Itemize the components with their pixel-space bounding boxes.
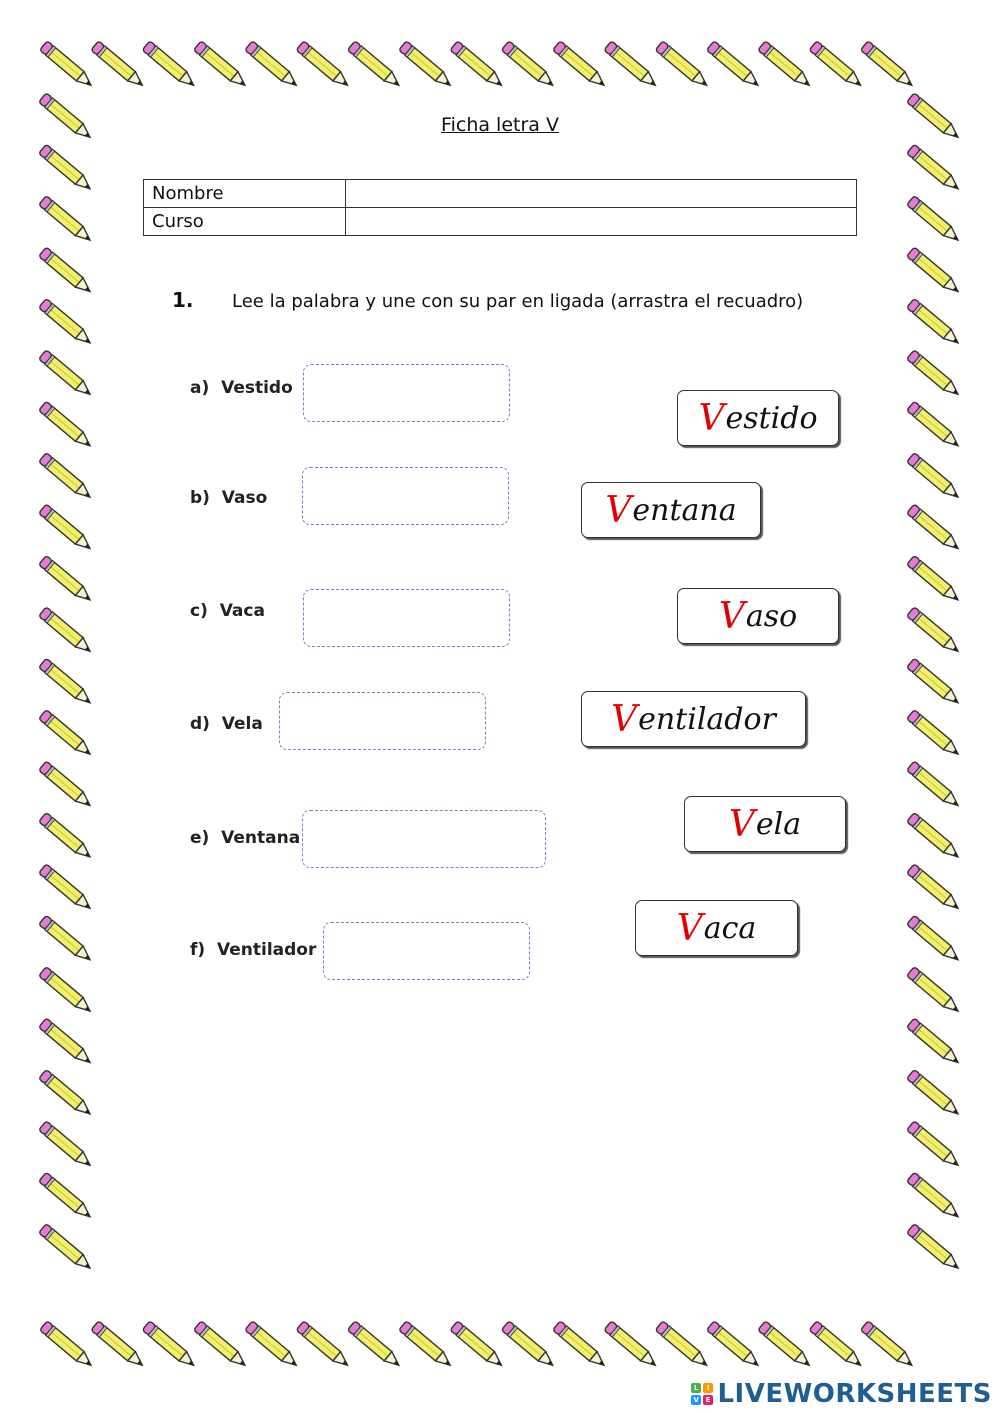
- card-rest: aca: [703, 910, 757, 946]
- pencil-icon: [655, 41, 710, 90]
- pencil-icon: [39, 196, 94, 245]
- logo-mark-letter: I: [703, 1383, 713, 1393]
- instruction-text: Lee la palabra y une con su par en ligada (arrastra el recuadro): [232, 291, 804, 312]
- logo-mark-letter: E: [703, 1395, 713, 1405]
- drop-zone-c[interactable]: [303, 589, 510, 647]
- liveworksheets-logo[interactable]: [691, 1379, 992, 1409]
- item-letter: c): [190, 601, 208, 621]
- pencil-icon: [399, 41, 454, 90]
- drag-card-ventilador[interactable]: [581, 691, 806, 747]
- card-initial: V: [698, 397, 725, 439]
- pencil-icon: [907, 812, 962, 861]
- student-info-table: [143, 179, 857, 236]
- drag-card-vela[interactable]: [684, 796, 846, 852]
- pencil-icon: [142, 41, 197, 90]
- item-word: Vaso: [221, 488, 268, 508]
- pencil-icon: [39, 967, 94, 1016]
- pencil-icon: [860, 1321, 915, 1370]
- pencil-icon: [907, 915, 962, 964]
- drop-zone-b[interactable]: [302, 467, 509, 525]
- pencil-icon: [907, 298, 962, 347]
- drop-zone-a[interactable]: [303, 364, 510, 422]
- item-letter: e): [190, 828, 210, 848]
- item-c-label: [190, 601, 265, 621]
- item-word: Ventilador: [217, 940, 317, 960]
- pencil-icon: [907, 1121, 962, 1170]
- pencil-icon: [40, 1321, 95, 1370]
- pencil-icon: [501, 41, 556, 90]
- pencil-icon: [907, 761, 962, 810]
- item-word: Ventana: [221, 828, 301, 848]
- pencil-icon: [450, 1321, 505, 1370]
- course-label: Curso: [144, 208, 346, 236]
- pencil-icon: [450, 41, 505, 90]
- table-row: [144, 180, 857, 208]
- logo-mark-letter: L: [691, 1383, 701, 1393]
- card-rest: ela: [755, 806, 802, 842]
- pencil-icon: [907, 967, 962, 1016]
- pencil-icon: [907, 196, 962, 245]
- pencil-icon: [604, 41, 659, 90]
- pencil-icon: [39, 761, 94, 810]
- card-rest: estido: [725, 400, 818, 436]
- pencil-icon: [39, 1224, 94, 1273]
- item-letter: b): [190, 488, 210, 508]
- item-f-label: [190, 940, 316, 960]
- pencil-icon: [907, 710, 962, 759]
- pencil-icon: [809, 41, 864, 90]
- pencil-icon: [907, 350, 962, 399]
- pencil-icon: [39, 453, 94, 502]
- pencil-icon: [553, 1321, 608, 1370]
- item-word: Vela: [221, 714, 263, 734]
- pencil-icon: [39, 504, 94, 553]
- drop-zone-f[interactable]: [323, 922, 530, 980]
- pencil-icon: [907, 864, 962, 913]
- pencil-icon: [39, 247, 94, 296]
- item-letter: f): [190, 940, 206, 960]
- pencil-icon: [907, 555, 962, 604]
- pencil-icon: [39, 144, 94, 193]
- pencil-icon: [907, 247, 962, 296]
- item-letter: a): [190, 378, 210, 398]
- instruction-number: 1.: [172, 288, 194, 312]
- pencil-icon: [245, 41, 300, 90]
- pencil-icon: [39, 607, 94, 656]
- pencil-icon: [296, 1321, 351, 1370]
- logo-mark-icon: [691, 1383, 713, 1405]
- pencil-icon: [296, 41, 351, 90]
- pencil-icon: [39, 658, 94, 707]
- course-field[interactable]: [346, 208, 857, 236]
- pencil-icon: [142, 1321, 197, 1370]
- pencil-icon: [39, 812, 94, 861]
- pencil-icon: [655, 1321, 710, 1370]
- pencil-icon: [39, 1069, 94, 1118]
- name-label: Nombre: [144, 180, 346, 208]
- pencil-icon: [39, 1018, 94, 1067]
- logo-text: LIVEWORKSHEETS: [717, 1379, 992, 1409]
- logo-mark-letter: V: [691, 1395, 701, 1405]
- item-a-label: [190, 378, 293, 398]
- pencil-icon: [39, 298, 94, 347]
- drag-card-vaca[interactable]: [635, 900, 798, 956]
- pencil-icon: [39, 1121, 94, 1170]
- item-e-label: [190, 828, 300, 848]
- pencil-icon: [399, 1321, 454, 1370]
- pencil-icon: [707, 1321, 762, 1370]
- card-initial: V: [611, 698, 638, 740]
- pencil-icon: [91, 41, 146, 90]
- pencil-icon: [707, 41, 762, 90]
- pencil-icon: [501, 1321, 556, 1370]
- pencil-icon: [194, 41, 249, 90]
- item-b-label: [190, 488, 267, 508]
- card-rest: entana: [632, 492, 737, 528]
- pencil-icon: [758, 1321, 813, 1370]
- drag-card-vaso[interactable]: [677, 588, 839, 644]
- pencil-icon: [40, 41, 95, 90]
- pencil-icon: [245, 1321, 300, 1370]
- pencil-icon: [907, 401, 962, 450]
- pencil-icon: [39, 710, 94, 759]
- pencil-icon: [347, 1321, 402, 1370]
- card-initial: V: [605, 489, 632, 531]
- drag-card-ventana[interactable]: [581, 482, 761, 538]
- pencil-icon: [907, 607, 962, 656]
- name-field[interactable]: [346, 180, 857, 208]
- page-title: Ficha letra V: [441, 114, 559, 136]
- pencil-icon: [907, 658, 962, 707]
- pencil-icon: [39, 401, 94, 450]
- pencil-icon: [907, 504, 962, 553]
- pencil-icon: [194, 1321, 249, 1370]
- pencil-icon: [907, 144, 962, 193]
- card-rest: aso: [745, 598, 798, 634]
- pencil-icon: [39, 915, 94, 964]
- pencil-icon: [39, 555, 94, 604]
- pencil-icon: [809, 1321, 864, 1370]
- item-word: Vestido: [221, 378, 293, 398]
- pencil-icon: [39, 1172, 94, 1221]
- item-word: Vaca: [219, 601, 265, 621]
- pencil-icon: [860, 41, 915, 90]
- pencil-icon: [907, 1069, 962, 1118]
- pencil-icon: [604, 1321, 659, 1370]
- instruction: [172, 288, 872, 312]
- card-initial: V: [718, 595, 745, 637]
- pencil-icon: [907, 1018, 962, 1067]
- item-d-label: [190, 714, 263, 734]
- pencil-icon: [758, 41, 813, 90]
- drop-zone-e[interactable]: [302, 810, 546, 868]
- pencil-icon: [553, 41, 608, 90]
- card-rest: entilador: [638, 701, 776, 737]
- pencil-icon: [907, 453, 962, 502]
- card-initial: V: [676, 907, 703, 949]
- card-initial: V: [728, 803, 755, 845]
- pencil-icon: [907, 1224, 962, 1273]
- pencil-icon: [39, 864, 94, 913]
- drop-zone-d[interactable]: [279, 692, 486, 750]
- drag-card-vestido[interactable]: [677, 390, 839, 446]
- pencil-icon: [347, 41, 402, 90]
- pencil-icon: [907, 1172, 962, 1221]
- item-letter: d): [190, 714, 210, 734]
- pencil-icon: [39, 350, 94, 399]
- pencil-icon: [91, 1321, 146, 1370]
- table-row: [144, 208, 857, 236]
